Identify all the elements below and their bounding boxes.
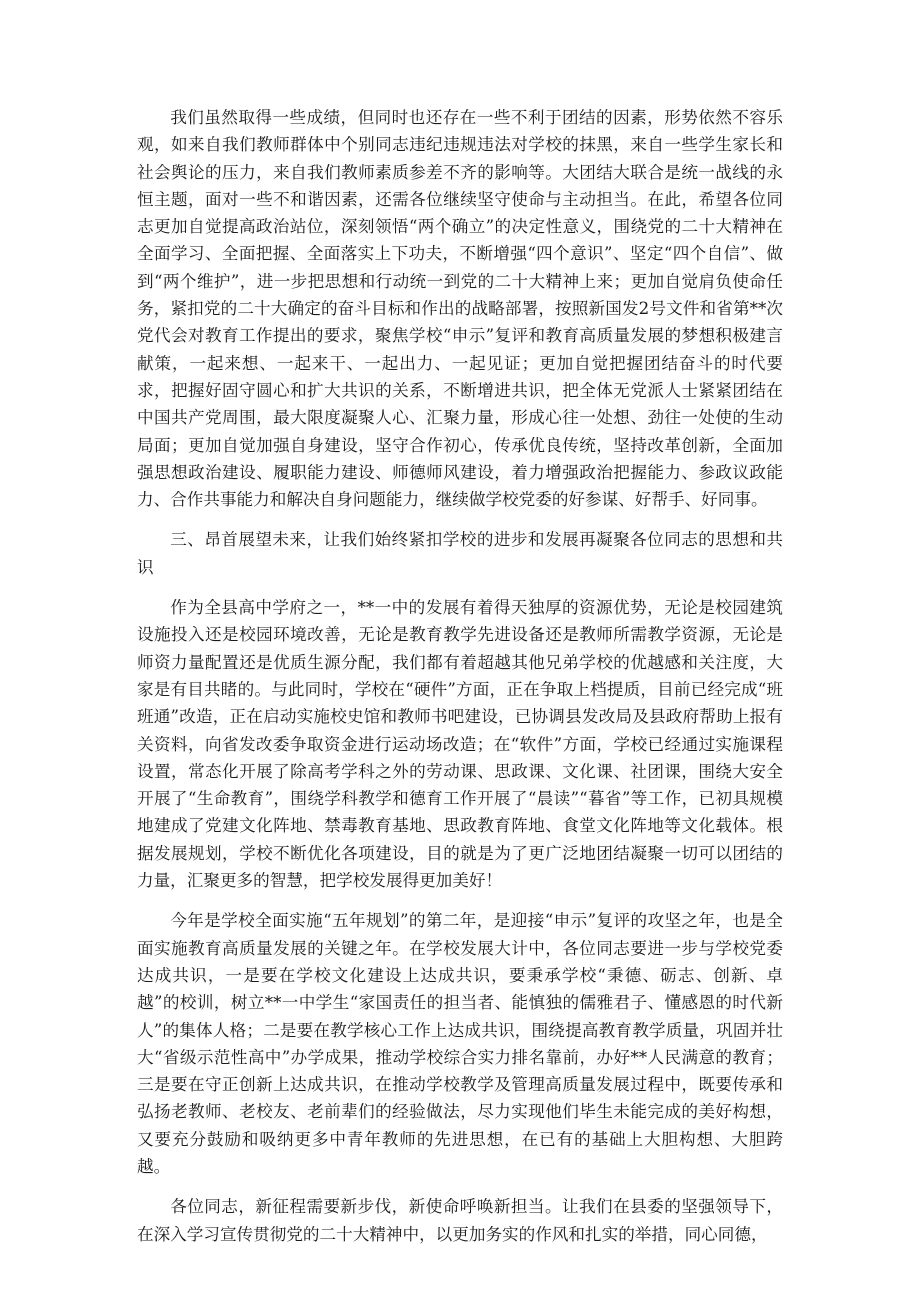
paragraph-closing: 各位同志，新征程需要新步伐，新使命呼唤新担当。让我们在县委的坚强领导下，在深入学习宣传贯彻党的二十大精神中，以更加务实的作风和扎实的举措，同心同德， [137, 1197, 783, 1244]
paragraph-unity-challenges: 我们虽然取得一些成绩，但同时也还存在一些不利于团结的因素，形势依然不容乐观，如来自我们教师群体中个别同志违纪违规违法对学校的抹黑，来自一些学生家长和社会舆论的压力，来自我们教师素质参差不齐的影响等。大团结大联合是统一战线的永恒主题，面对一些不和谐因素，还需各位继续坚守使命与主动担当。在此，希望各位同志更加自觉提高政治站位，深刻领悟“两个确立”的决定性意义，围绕党的二十大精神在全面学习、全面把握、全面落实上下功夫，不断增强“四个意识”、坚定“四个自信”、做到“两个维护”，进一步把思想和行动统一到党的二十大精神上来；更加自觉肩负使命任务，紧扣党的二十大确定的奋斗目标和作出的战略部署，按照新国发2号文件和省第**次党代会对教育工作提出的要求，聚焦学校“申示”复评和教育高质量发展的梦想积极建言献策，一起来想、一起来干、一起出力、一起见证；更加自觉把握团结奋斗的时代要求，把握好固守圆心和扩大共识的关系，不断增进共识，把全体无党派人士紧紧团结在中国共产党周围，最大限度凝聚人心、汇聚力量，形成心往一处想、劲往一处使的生动局面；更加自觉加强自身建设，坚守合作初心，传承优良传统，坚持改革创新，全面加强思想政治建设、履职能力建设、师德师风建设，着力增强政治把握能力、参政议政能力、合作共事能力和解决自身问题能力，继续做学校党委的好参谋、好帮手、好同事。 [137, 108, 783, 510]
paragraph-five-year-plan: 今年是学校全面实施“五年规划”的第二年，是迎接“申示”复评的攻坚之年，也是全面实施教育高质量发展的关键之年。在学校发展大计中，各位同志要进一步与学校党委达成共识，一是要在学校文化建设上达成共识，要秉承学校“秉德、砺志、创新、卓越”的校训，树立**一中学生“家国责任的担当者、能慎独的儒雅君子、懂感恩的时代新人”的集体人格；二是要在教学核心工作上达成共识，围绕提高教育教学质量，巩固并壮大“省级示范性高中”办学成果，推动学校综合实力排名靠前，办好**人民满意的教育；三是要在守正创新上达成共识，在推动学校教学及管理高质量发展过程中，既要传承和弘扬老教师、老校友、老前辈们的经验做法，尽力实现他们毕生未能完成的美好构想，又要充分鼓励和吸纳更多中青年教师的先进思想，在已有的基础上大胆构想、大胆跨越。 [137, 911, 783, 1176]
document-body [137, 104, 783, 1248]
section-heading-three: 三、昂首展望未来，让我们始终紧扣学校的进步和发展再凝聚各位同志的思想和共识 [137, 530, 783, 577]
paragraph-school-advantages: 作为全县高中学府之一，**一中的发展有着得天独厚的资源优势，无论是校园建筑设施投入还是校园环境改善，无论是教育教学先进设备还是教师所需教学资源，无论是师资力量配置还是优质生源分配，我们都有着超越其他兄弟学校的优越感和关注度，大家是有目共睹的。与此同时，学校在“硬件”方面，正在争取上档提质，目前已经完成“班班通”改造，正在启动实施校史馆和教师书吧建设，已协调县发改局及县政府帮助上报有关资料，向省发改委争取资金进行运动场改造；在“软件”方面，学校已经通过实施课程设置，常态化开展了除高考学科之外的劳动课、思政课、文化课、社团课，围绕大安全开展了“生命教育”，围绕学科教学和德育工作开展了“晨读”“暮省”等工作，已初具规模地建成了党建文化阵地、禁毒教育基地、思政教育阵地、食堂文化阵地等文化载体。根据发展规划，学校不断优化各项建设，目的就是为了更广泛地团结凝聚一切可以团结的力量，汇聚更多的智慧，把学校发展得更加美好！ [137, 598, 783, 891]
